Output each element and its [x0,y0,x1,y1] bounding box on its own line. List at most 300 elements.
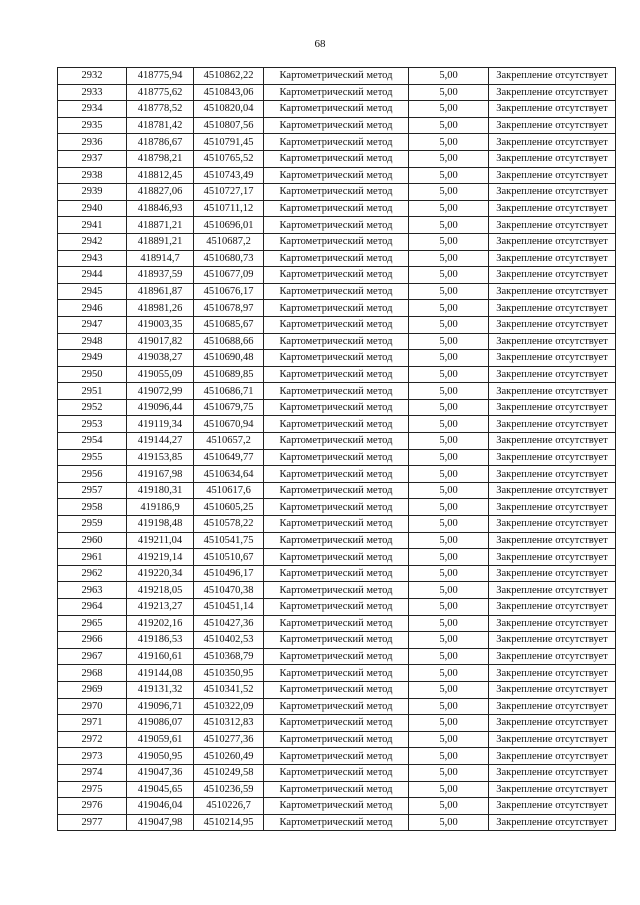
fixing-cell: Закрепление отсутствует [489,648,616,665]
y-coordinate-cell: 4510657,2 [194,433,264,450]
y-coordinate-cell: 4510688,66 [194,333,264,350]
fixing-cell: Закрепление отсутствует [489,399,616,416]
fixing-cell: Закрепление отсутствует [489,416,616,433]
point-number-cell: 2952 [58,399,127,416]
table-row [58,250,616,267]
x-coordinate-cell: 418846,93 [127,200,194,217]
accuracy-cell: 5,00 [409,350,489,367]
method-cell: Картометрический метод [264,399,409,416]
y-coordinate-cell: 4510634,64 [194,466,264,483]
method-cell: Картометрический метод [264,532,409,549]
x-coordinate-cell: 419186,9 [127,499,194,516]
accuracy-cell: 5,00 [409,267,489,284]
method-cell: Картометрический метод [264,549,409,566]
accuracy-cell: 5,00 [409,549,489,566]
point-number-cell: 2943 [58,250,127,267]
y-coordinate-cell: 4510649,77 [194,449,264,466]
table-row [58,333,616,350]
table-row [58,532,616,549]
accuracy-cell: 5,00 [409,184,489,201]
table-row [58,781,616,798]
y-coordinate-cell: 4510470,38 [194,582,264,599]
x-coordinate-cell: 419211,04 [127,532,194,549]
y-coordinate-cell: 4510843,06 [194,84,264,101]
method-cell: Картометрический метод [264,599,409,616]
point-number-cell: 2939 [58,184,127,201]
table-row [58,516,616,533]
y-coordinate-cell: 4510670,94 [194,416,264,433]
method-cell: Картометрический метод [264,582,409,599]
x-coordinate-cell: 419202,16 [127,615,194,632]
table-row [58,715,616,732]
table-row [58,731,616,748]
y-coordinate-cell: 4510541,75 [194,532,264,549]
method-cell: Картометрический метод [264,184,409,201]
x-coordinate-cell: 419131,32 [127,681,194,698]
accuracy-cell: 5,00 [409,300,489,317]
table-row [58,383,616,400]
fixing-cell: Закрепление отсутствует [489,449,616,466]
point-number-cell: 2969 [58,681,127,698]
accuracy-cell: 5,00 [409,217,489,234]
x-coordinate-cell: 419119,34 [127,416,194,433]
method-cell: Картометрический метод [264,433,409,450]
fixing-cell: Закрепление отсутствует [489,316,616,333]
accuracy-cell: 5,00 [409,366,489,383]
fixing-cell: Закрепление отсутствует [489,350,616,367]
method-cell: Картометрический метод [264,416,409,433]
point-number-cell: 2973 [58,748,127,765]
point-number-cell: 2959 [58,516,127,533]
x-coordinate-cell: 418786,67 [127,134,194,151]
method-cell: Картометрический метод [264,267,409,284]
accuracy-cell: 5,00 [409,764,489,781]
accuracy-cell: 5,00 [409,167,489,184]
accuracy-cell: 5,00 [409,316,489,333]
method-cell: Картометрический метод [264,84,409,101]
accuracy-cell: 5,00 [409,482,489,499]
fixing-cell: Закрепление отсутствует [489,466,616,483]
method-cell: Картометрический метод [264,316,409,333]
accuracy-cell: 5,00 [409,681,489,698]
accuracy-cell: 5,00 [409,748,489,765]
accuracy-cell: 5,00 [409,499,489,516]
fixing-cell: Закрепление отсутствует [489,101,616,118]
point-number-cell: 2947 [58,316,127,333]
method-cell: Картометрический метод [264,648,409,665]
y-coordinate-cell: 4510727,17 [194,184,264,201]
method-cell: Картометрический метод [264,499,409,516]
table-row [58,68,616,85]
accuracy-cell: 5,00 [409,665,489,682]
accuracy-cell: 5,00 [409,250,489,267]
method-cell: Картометрический метод [264,748,409,765]
point-number-cell: 2932 [58,68,127,85]
y-coordinate-cell: 4510350,95 [194,665,264,682]
point-number-cell: 2968 [58,665,127,682]
accuracy-cell: 5,00 [409,84,489,101]
x-coordinate-cell: 419050,95 [127,748,194,765]
x-coordinate-cell: 419167,98 [127,466,194,483]
point-number-cell: 2941 [58,217,127,234]
y-coordinate-cell: 4510236,59 [194,781,264,798]
x-coordinate-cell: 418891,21 [127,233,194,250]
x-coordinate-cell: 418961,87 [127,283,194,300]
accuracy-cell: 5,00 [409,333,489,350]
accuracy-cell: 5,00 [409,233,489,250]
accuracy-cell: 5,00 [409,632,489,649]
x-coordinate-cell: 418871,21 [127,217,194,234]
point-number-cell: 2962 [58,565,127,582]
accuracy-cell: 5,00 [409,565,489,582]
method-cell: Картометрический метод [264,333,409,350]
fixing-cell: Закрепление отсутствует [489,632,616,649]
table-row [58,814,616,831]
y-coordinate-cell: 4510807,56 [194,117,264,134]
method-cell: Картометрический метод [264,482,409,499]
accuracy-cell: 5,00 [409,698,489,715]
fixing-cell: Закрепление отсутствует [489,184,616,201]
table-row [58,798,616,815]
table-row [58,499,616,516]
point-number-cell: 2940 [58,200,127,217]
coordinates-table [57,67,616,831]
point-number-cell: 2955 [58,449,127,466]
x-coordinate-cell: 419072,99 [127,383,194,400]
method-cell: Картометрический метод [264,350,409,367]
method-cell: Картометрический метод [264,781,409,798]
accuracy-cell: 5,00 [409,731,489,748]
accuracy-cell: 5,00 [409,466,489,483]
y-coordinate-cell: 4510696,01 [194,217,264,234]
accuracy-cell: 5,00 [409,150,489,167]
table-row [58,150,616,167]
method-cell: Картометрический метод [264,665,409,682]
table-row [58,665,616,682]
x-coordinate-cell: 419055,09 [127,366,194,383]
fixing-cell: Закрепление отсутствует [489,764,616,781]
point-number-cell: 2946 [58,300,127,317]
table-row [58,433,616,450]
method-cell: Картометрический метод [264,300,409,317]
fixing-cell: Закрепление отсутствует [489,433,616,450]
point-number-cell: 2951 [58,383,127,400]
fixing-cell: Закрепление отсутствует [489,615,616,632]
accuracy-cell: 5,00 [409,416,489,433]
fixing-cell: Закрепление отсутствует [489,267,616,284]
table-row [58,283,616,300]
coordinates-table-body [58,68,616,831]
method-cell: Картометрический метод [264,283,409,300]
table-row [58,648,616,665]
x-coordinate-cell: 419144,27 [127,433,194,450]
x-coordinate-cell: 419220,34 [127,565,194,582]
y-coordinate-cell: 4510765,52 [194,150,264,167]
point-number-cell: 2977 [58,814,127,831]
method-cell: Картометрический метод [264,731,409,748]
method-cell: Картометрический метод [264,101,409,118]
y-coordinate-cell: 4510743,49 [194,167,264,184]
fixing-cell: Закрепление отсутствует [489,366,616,383]
point-number-cell: 2954 [58,433,127,450]
x-coordinate-cell: 419017,82 [127,333,194,350]
table-row [58,449,616,466]
accuracy-cell: 5,00 [409,781,489,798]
y-coordinate-cell: 4510226,7 [194,798,264,815]
fixing-cell: Закрепление отсутствует [489,532,616,549]
x-coordinate-cell: 419096,71 [127,698,194,715]
y-coordinate-cell: 4510820,04 [194,101,264,118]
x-coordinate-cell: 419046,04 [127,798,194,815]
point-number-cell: 2961 [58,549,127,566]
y-coordinate-cell: 4510451,14 [194,599,264,616]
fixing-cell: Закрепление отсутствует [489,516,616,533]
point-number-cell: 2948 [58,333,127,350]
accuracy-cell: 5,00 [409,383,489,400]
fixing-cell: Закрепление отсутствует [489,565,616,582]
method-cell: Картометрический метод [264,217,409,234]
y-coordinate-cell: 4510402,53 [194,632,264,649]
method-cell: Картометрический метод [264,814,409,831]
fixing-cell: Закрепление отсутствует [489,698,616,715]
table-row [58,416,616,433]
x-coordinate-cell: 419144,08 [127,665,194,682]
point-number-cell: 2975 [58,781,127,798]
accuracy-cell: 5,00 [409,582,489,599]
point-number-cell: 2949 [58,350,127,367]
y-coordinate-cell: 4510687,2 [194,233,264,250]
method-cell: Картометрический метод [264,764,409,781]
method-cell: Картометрический метод [264,117,409,134]
y-coordinate-cell: 4510605,25 [194,499,264,516]
fixing-cell: Закрепление отсутствует [489,150,616,167]
fixing-cell: Закрепление отсутствует [489,582,616,599]
method-cell: Картометрический метод [264,68,409,85]
method-cell: Картометрический метод [264,632,409,649]
table-row [58,748,616,765]
page-number: 68 [314,38,326,50]
point-number-cell: 2934 [58,101,127,118]
accuracy-cell: 5,00 [409,68,489,85]
table-row [58,565,616,582]
y-coordinate-cell: 4510689,85 [194,366,264,383]
fixing-cell: Закрепление отсутствует [489,200,616,217]
x-coordinate-cell: 418981,26 [127,300,194,317]
point-number-cell: 2967 [58,648,127,665]
table-row [58,632,616,649]
x-coordinate-cell: 419153,85 [127,449,194,466]
point-number-cell: 2972 [58,731,127,748]
fixing-cell: Закрепление отсутствует [489,499,616,516]
table-row [58,582,616,599]
y-coordinate-cell: 4510679,75 [194,399,264,416]
fixing-cell: Закрепление отсутствует [489,748,616,765]
accuracy-cell: 5,00 [409,648,489,665]
y-coordinate-cell: 4510680,73 [194,250,264,267]
method-cell: Картометрический метод [264,698,409,715]
point-number-cell: 2965 [58,615,127,632]
y-coordinate-cell: 4510510,67 [194,549,264,566]
table-row [58,316,616,333]
x-coordinate-cell: 419186,53 [127,632,194,649]
point-number-cell: 2956 [58,466,127,483]
fixing-cell: Закрепление отсутствует [489,798,616,815]
method-cell: Картометрический метод [264,366,409,383]
x-coordinate-cell: 419038,27 [127,350,194,367]
x-coordinate-cell: 419219,14 [127,549,194,566]
y-coordinate-cell: 4510249,58 [194,764,264,781]
y-coordinate-cell: 4510214,95 [194,814,264,831]
x-coordinate-cell: 419047,98 [127,814,194,831]
fixing-cell: Закрепление отсутствует [489,250,616,267]
table-row [58,184,616,201]
accuracy-cell: 5,00 [409,399,489,416]
table-row [58,167,616,184]
table-row [58,200,616,217]
table-row [58,698,616,715]
point-number-cell: 2974 [58,764,127,781]
accuracy-cell: 5,00 [409,532,489,549]
x-coordinate-cell: 419160,61 [127,648,194,665]
point-number-cell: 2970 [58,698,127,715]
x-coordinate-cell: 419003,35 [127,316,194,333]
fixing-cell: Закрепление отсутствует [489,665,616,682]
y-coordinate-cell: 4510427,36 [194,615,264,632]
x-coordinate-cell: 418778,52 [127,101,194,118]
y-coordinate-cell: 4510862,22 [194,68,264,85]
y-coordinate-cell: 4510617,6 [194,482,264,499]
table-row [58,233,616,250]
method-cell: Картометрический метод [264,681,409,698]
table-row [58,681,616,698]
method-cell: Картометрический метод [264,250,409,267]
method-cell: Картометрический метод [264,167,409,184]
method-cell: Картометрический метод [264,383,409,400]
point-number-cell: 2964 [58,599,127,616]
x-coordinate-cell: 418914,7 [127,250,194,267]
y-coordinate-cell: 4510341,52 [194,681,264,698]
fixing-cell: Закрепление отсутствует [489,781,616,798]
y-coordinate-cell: 4510677,09 [194,267,264,284]
y-coordinate-cell: 4510578,22 [194,516,264,533]
x-coordinate-cell: 419180,31 [127,482,194,499]
x-coordinate-cell: 419213,27 [127,599,194,616]
point-number-cell: 2936 [58,134,127,151]
table-row [58,134,616,151]
accuracy-cell: 5,00 [409,283,489,300]
table-row [58,399,616,416]
point-number-cell: 2971 [58,715,127,732]
x-coordinate-cell: 419198,48 [127,516,194,533]
y-coordinate-cell: 4510496,17 [194,565,264,582]
fixing-cell: Закрепление отсутствует [489,482,616,499]
method-cell: Картометрический метод [264,615,409,632]
fixing-cell: Закрепление отсутствует [489,117,616,134]
fixing-cell: Закрепление отсутствует [489,300,616,317]
table-row [58,350,616,367]
y-coordinate-cell: 4510260,49 [194,748,264,765]
accuracy-cell: 5,00 [409,599,489,616]
point-number-cell: 2976 [58,798,127,815]
y-coordinate-cell: 4510676,17 [194,283,264,300]
y-coordinate-cell: 4510686,71 [194,383,264,400]
accuracy-cell: 5,00 [409,615,489,632]
point-number-cell: 2957 [58,482,127,499]
point-number-cell: 2966 [58,632,127,649]
table-row [58,300,616,317]
y-coordinate-cell: 4510690,48 [194,350,264,367]
method-cell: Картометрический метод [264,200,409,217]
accuracy-cell: 5,00 [409,433,489,450]
method-cell: Картометрический метод [264,715,409,732]
x-coordinate-cell: 418798,21 [127,150,194,167]
accuracy-cell: 5,00 [409,200,489,217]
accuracy-cell: 5,00 [409,101,489,118]
table-row [58,217,616,234]
y-coordinate-cell: 4510312,83 [194,715,264,732]
point-number-cell: 2938 [58,167,127,184]
point-number-cell: 2933 [58,84,127,101]
fixing-cell: Закрепление отсутствует [489,549,616,566]
y-coordinate-cell: 4510685,67 [194,316,264,333]
x-coordinate-cell: 419086,07 [127,715,194,732]
point-number-cell: 2960 [58,532,127,549]
fixing-cell: Закрепление отсутствует [489,167,616,184]
point-number-cell: 2937 [58,150,127,167]
table-row [58,615,616,632]
point-number-cell: 2944 [58,267,127,284]
accuracy-cell: 5,00 [409,117,489,134]
fixing-cell: Закрепление отсутствует [489,599,616,616]
table-row [58,84,616,101]
table-row [58,117,616,134]
point-number-cell: 2953 [58,416,127,433]
table-row [58,482,616,499]
y-coordinate-cell: 4510711,12 [194,200,264,217]
point-number-cell: 2942 [58,233,127,250]
method-cell: Картометрический метод [264,233,409,250]
fixing-cell: Закрепление отсутствует [489,681,616,698]
y-coordinate-cell: 4510791,45 [194,134,264,151]
accuracy-cell: 5,00 [409,814,489,831]
method-cell: Картометрический метод [264,449,409,466]
x-coordinate-cell: 419218,05 [127,582,194,599]
x-coordinate-cell: 419059,61 [127,731,194,748]
accuracy-cell: 5,00 [409,516,489,533]
point-number-cell: 2945 [58,283,127,300]
fixing-cell: Закрепление отсутствует [489,233,616,250]
fixing-cell: Закрепление отсутствует [489,383,616,400]
x-coordinate-cell: 418775,94 [127,68,194,85]
point-number-cell: 2950 [58,366,127,383]
x-coordinate-cell: 419047,36 [127,764,194,781]
x-coordinate-cell: 418775,62 [127,84,194,101]
x-coordinate-cell: 418937,59 [127,267,194,284]
fixing-cell: Закрепление отсутствует [489,217,616,234]
fixing-cell: Закрепление отсутствует [489,68,616,85]
table-row [58,599,616,616]
x-coordinate-cell: 418827,06 [127,184,194,201]
method-cell: Картометрический метод [264,134,409,151]
fixing-cell: Закрепление отсутствует [489,84,616,101]
point-number-cell: 2958 [58,499,127,516]
x-coordinate-cell: 418781,42 [127,117,194,134]
table-row [58,366,616,383]
y-coordinate-cell: 4510322,09 [194,698,264,715]
accuracy-cell: 5,00 [409,715,489,732]
method-cell: Картометрический метод [264,516,409,533]
table-row [58,267,616,284]
